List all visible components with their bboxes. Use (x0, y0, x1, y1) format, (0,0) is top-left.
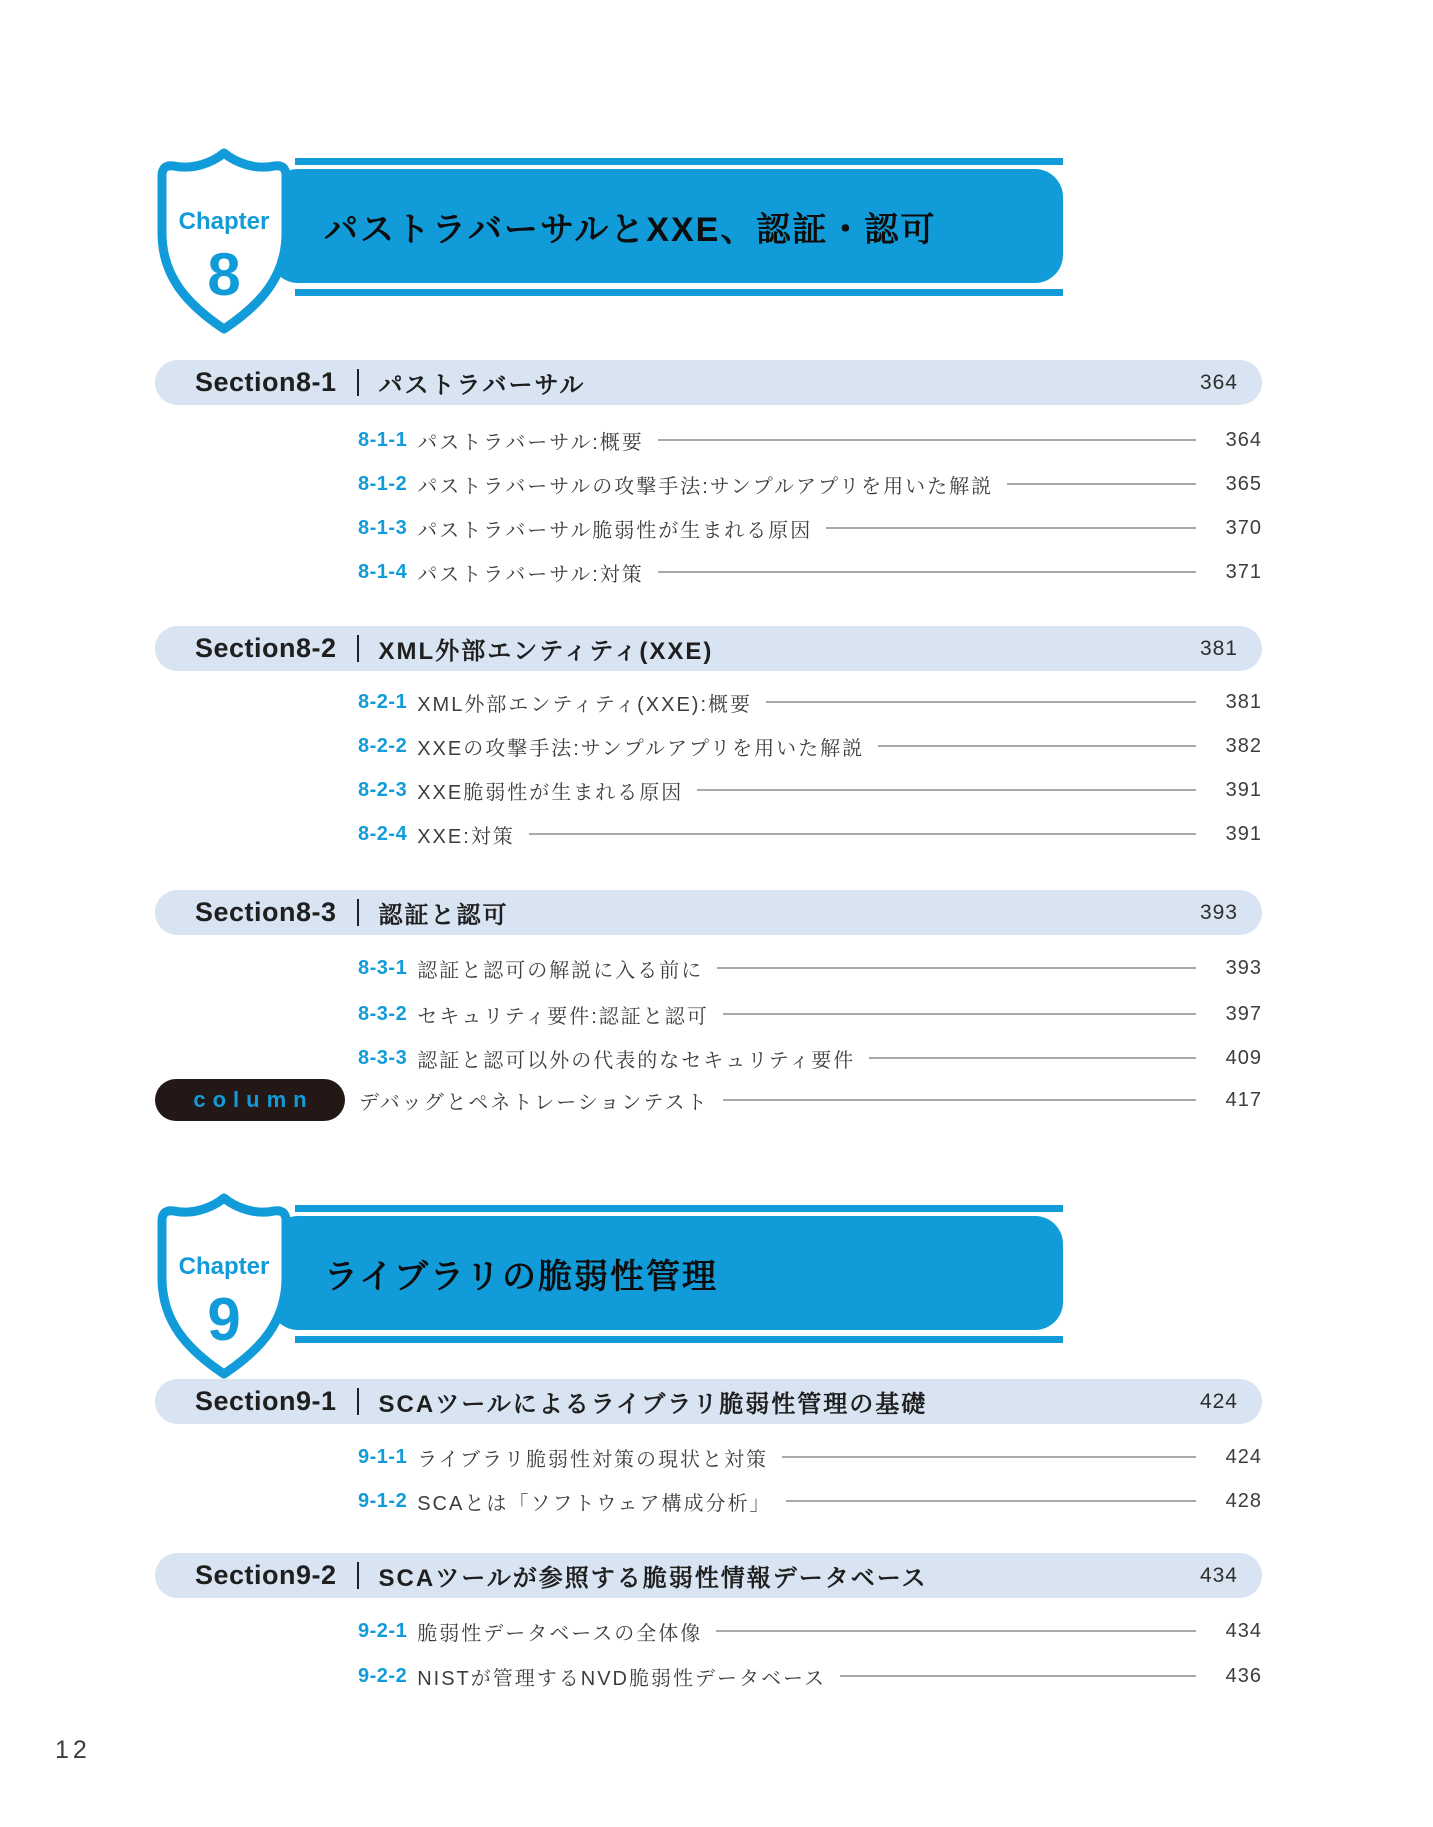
chapter9-shield-icon (146, 1188, 302, 1388)
section-page: 434 (1199, 1563, 1238, 1587)
item-page: 393 (1225, 956, 1262, 979)
leader-line (658, 439, 1196, 441)
section-page: 424 (1199, 1389, 1238, 1413)
section-8-2-header[interactable] (155, 626, 1262, 671)
section-label: Section9-1 (195, 1386, 337, 1416)
leader-line (786, 1500, 1196, 1502)
item-number: 9-2-1 (358, 1619, 408, 1642)
item-title: SCAとは「ソフトウェア構成分析」 (417, 1492, 772, 1515)
item-page: 409 (1225, 1046, 1262, 1069)
item-number: 8-3-1 (358, 956, 408, 979)
item-title: XXE脆弱性が生まれる原因 (417, 781, 684, 804)
toc-item-8-2-2[interactable] (155, 728, 1262, 764)
section-page: 364 (1199, 370, 1238, 394)
divider (357, 635, 359, 662)
item-title: XXEの攻撃手法:サンプルアプリを用いた解説 (417, 737, 865, 760)
item-title: パストラバーサルの攻撃手法:サンプルアプリを用いた解説 (417, 475, 994, 498)
toc-item-9-2-1[interactable] (155, 1613, 1262, 1649)
item-title: 認証と認可の解説に入る前に (417, 959, 704, 982)
leader-line (869, 1057, 1196, 1059)
item-title: 認証と認可以外の代表的なセキュリティ要件 (417, 1049, 856, 1072)
item-number: 8-2-3 (358, 778, 408, 801)
divider (357, 1388, 359, 1415)
item-number: 8-2-4 (358, 822, 408, 845)
toc-item-8-2-4[interactable] (155, 816, 1262, 852)
item-page: 428 (1225, 1489, 1262, 1512)
section-label: Section8-3 (195, 897, 337, 927)
section-8-1-header[interactable] (155, 360, 1262, 405)
item-title: デバッグとペネトレーションテスト (359, 1091, 709, 1114)
divider (357, 1562, 359, 1589)
column-badge-label: column (193, 1087, 314, 1112)
item-page: 417 (1225, 1088, 1262, 1111)
item-title: NISTが管理するNVD脆弱性データベース (417, 1667, 826, 1690)
leader-line (658, 571, 1196, 573)
divider (357, 899, 359, 926)
item-number: 9-1-1 (358, 1445, 408, 1468)
toc-item-8-3-2[interactable] (155, 996, 1262, 1032)
item-number: 8-2-1 (358, 690, 408, 713)
leader-line (782, 1456, 1196, 1458)
item-page: 436 (1225, 1664, 1262, 1687)
chapter8-banner (270, 169, 1063, 283)
item-title: セキュリティ要件:認証と認可 (417, 1005, 709, 1028)
item-title: XML外部エンティティ(XXE):概要 (417, 693, 753, 716)
leader-line (716, 1630, 1196, 1632)
toc-item-8-1-3[interactable] (155, 510, 1262, 546)
item-page: 434 (1225, 1619, 1262, 1642)
item-number: 8-1-1 (358, 428, 408, 451)
chapter9-badge-label: Chapter (178, 1253, 270, 1280)
leader-line (697, 789, 1196, 791)
section-label: Section8-2 (195, 633, 337, 663)
item-number: 8-2-2 (358, 734, 408, 757)
toc-item-8-1-4[interactable] (155, 554, 1262, 590)
item-page: 371 (1225, 560, 1262, 583)
chapter9-title: ライブラリの脆弱性管理 (324, 1257, 718, 1296)
chapter8-title: パストラバーサルとXXE、認証・認可 (324, 210, 937, 249)
toc-item-8-3-1[interactable] (155, 950, 1262, 986)
item-title: パストラバーサル脆弱性が生まれる原因 (417, 519, 813, 542)
chapter8-top-rule (295, 158, 1063, 165)
toc-item-9-2-2[interactable] (155, 1658, 1262, 1694)
item-page: 391 (1225, 822, 1262, 845)
section-title: パストラバーサル (378, 372, 586, 399)
item-title: XXE:対策 (417, 825, 515, 848)
toc-item-8-1-1[interactable] (155, 422, 1262, 458)
section-page: 393 (1199, 900, 1238, 924)
chapter8-badge-number: 8 (207, 241, 241, 308)
column-badge (155, 1079, 345, 1121)
item-page: 391 (1225, 778, 1262, 801)
page-number: 12 (55, 1736, 91, 1764)
item-page: 364 (1225, 428, 1262, 451)
item-page: 365 (1225, 472, 1262, 495)
leader-line (723, 1013, 1196, 1015)
toc-item-column[interactable] (155, 1078, 1262, 1122)
item-page: 424 (1225, 1445, 1262, 1468)
section-page: 381 (1199, 636, 1238, 660)
leader-line (878, 745, 1196, 747)
chapter9-banner (270, 1216, 1063, 1330)
leader-line (826, 527, 1196, 529)
section-label: Section8-1 (195, 367, 337, 397)
item-number: 8-1-2 (358, 472, 408, 495)
section-title: SCAツールが参照する脆弱性情報データベース (378, 1565, 928, 1592)
leader-line (723, 1099, 1196, 1101)
chapter9-top-rule (295, 1205, 1063, 1212)
item-number: 8-3-3 (358, 1046, 408, 1069)
section-title: SCAツールによるライブラリ脆弱性管理の基礎 (378, 1391, 928, 1418)
leader-line (766, 701, 1196, 703)
chapter8-badge-label: Chapter (178, 208, 270, 235)
item-title: パストラバーサル:概要 (417, 431, 644, 454)
item-page: 370 (1225, 516, 1262, 539)
toc-item-8-2-1[interactable] (155, 684, 1262, 720)
item-number: 8-1-3 (358, 516, 408, 539)
toc-item-9-1-2[interactable] (155, 1483, 1262, 1519)
section-title: 認証と認可 (378, 902, 509, 929)
toc-item-9-1-1[interactable] (155, 1439, 1262, 1475)
item-page: 381 (1225, 690, 1262, 713)
item-number: 8-1-4 (358, 560, 408, 583)
section-title: XML外部エンティティ(XXE) (378, 638, 714, 665)
item-title: 脆弱性データベースの全体像 (417, 1622, 703, 1645)
leader-line (717, 967, 1196, 969)
toc-item-8-3-3[interactable] (155, 1040, 1262, 1076)
item-page: 382 (1225, 734, 1262, 757)
item-page: 397 (1225, 1002, 1262, 1025)
divider (357, 369, 359, 396)
chapter8-shield-icon (146, 143, 302, 343)
section-9-1-header[interactable] (155, 1379, 1262, 1424)
toc-item-8-1-2[interactable] (155, 466, 1262, 502)
section-label: Section9-2 (195, 1560, 337, 1590)
leader-line (529, 833, 1196, 835)
item-title: ライブラリ脆弱性対策の現状と対策 (417, 1448, 769, 1471)
section-8-3-header[interactable] (155, 890, 1262, 935)
chapter9-badge-number: 9 (207, 1286, 241, 1353)
leader-line (1007, 483, 1196, 485)
item-number: 8-3-2 (358, 1002, 408, 1025)
chapter9-bottom-rule (295, 1336, 1063, 1343)
item-title: パストラバーサル:対策 (417, 563, 644, 586)
toc-item-8-2-3[interactable] (155, 772, 1262, 808)
item-number: 9-1-2 (358, 1489, 408, 1512)
chapter8-bottom-rule (295, 289, 1063, 296)
section-9-2-header[interactable] (155, 1553, 1262, 1598)
leader-line (840, 1675, 1196, 1677)
item-number: 9-2-2 (358, 1664, 408, 1687)
